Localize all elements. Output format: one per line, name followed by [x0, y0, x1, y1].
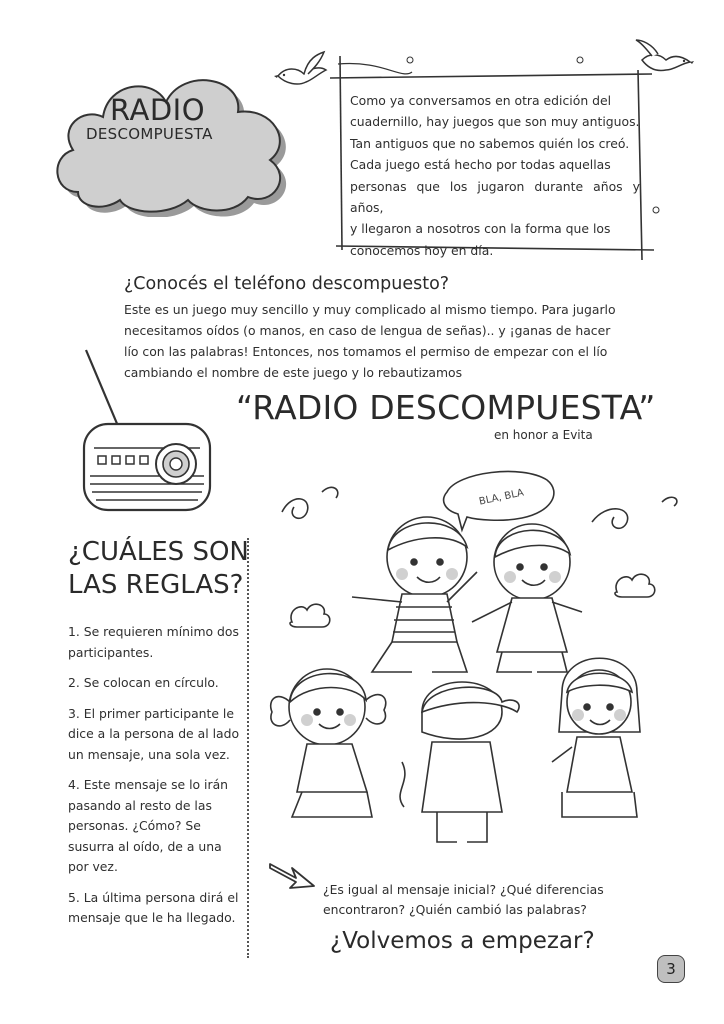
title-descompuesta: DESCOMPUESTA — [86, 125, 213, 143]
rules-title-line: LAS REGLAS? — [68, 570, 244, 600]
rule-item: 3. El primer participante le dice a la persona de al lado un mensaje, una sola vez. — [68, 705, 240, 762]
rules-divider — [247, 538, 249, 958]
speech-bubble-text: BLA, BLA — [478, 487, 525, 508]
rule-item: 1. Se requieren mínimo dos participantes. — [68, 624, 239, 660]
paragraph-line: lío con las palabras! Entonces, nos tomamos el permiso de empezar con el lío — [124, 344, 608, 359]
bird-right-icon — [632, 36, 696, 80]
rule-item: 5. La última persona dirá el mensaje que le ha llegado. — [68, 889, 239, 925]
page-number: 3 — [657, 955, 685, 983]
paragraph-line: cambiando el nombre de este juego y lo rebautizamos — [124, 365, 463, 380]
closing-line: ¿Es igual al mensaje inicial? ¿Qué diferencias — [323, 882, 604, 897]
restart-question: ¿Volvemos a empezar? — [330, 928, 595, 954]
closing-questions — [323, 880, 623, 920]
intro-line: Tan antiguos que no sabemos quién los creó. — [350, 135, 630, 151]
intro-text — [350, 90, 640, 261]
bird-left-icon — [268, 48, 332, 92]
big-title-subtitle: en honor a Evita — [494, 428, 593, 442]
arrow-icon — [266, 856, 318, 898]
intro-line: personas que los jugaron durante años y años, — [350, 178, 640, 216]
title-radio: RADIO — [110, 93, 206, 127]
intro-line: y llegaron a nosotros con la forma que los — [350, 221, 611, 237]
rules-title-line: ¿CUÁLES SON — [68, 537, 249, 567]
intro-line: cuadernillo, hay juegos que son muy antiguos. — [350, 114, 640, 130]
rules-list — [68, 622, 244, 939]
intro-line: conocemos hoy en día. — [350, 242, 494, 258]
children-playing-illustration — [262, 462, 702, 872]
rule-item: 4. Este mensaje se lo irán pasando al resto de las personas. ¿Cómo? Se susurra al oído, de a una por vez. — [68, 777, 229, 874]
section-question: ¿Conocés el teléfono descompuesto? — [124, 274, 450, 294]
intro-line: Cada juego está hecho por todas aquellas — [350, 157, 611, 173]
radio-icon — [72, 348, 222, 520]
rules-title — [68, 536, 249, 602]
big-title: “RADIO DESCOMPUESTA” — [236, 388, 656, 427]
closing-line: encontraron? ¿Quién cambió las palabras? — [323, 902, 587, 917]
intro-line: Como ya conversamos en otra edición del — [350, 93, 612, 108]
paragraph-line: Este es un juego muy sencillo y muy complicado al mismo tiempo. Para jugarlo — [124, 302, 616, 317]
rule-item: 2. Se colocan en círculo. — [68, 675, 219, 690]
paragraph-line: necesitamos oídos (o manos, en caso de lengua de señas).. y ¡ganas de hacer — [124, 323, 611, 338]
